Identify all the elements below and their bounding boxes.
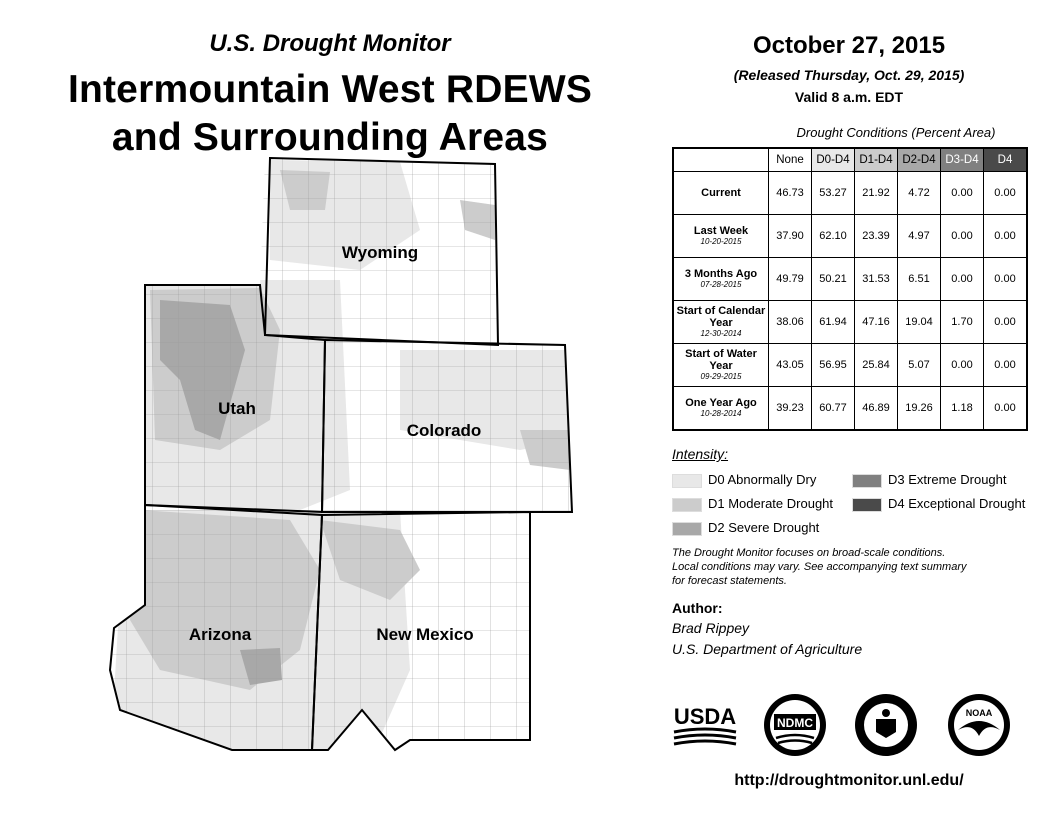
legend-swatch: [852, 498, 882, 512]
table-header-row: [673, 148, 1027, 172]
legend-item: [852, 472, 1007, 488]
legend-swatch: [672, 474, 702, 488]
state-label-wyoming: Wyoming: [341, 243, 419, 262]
value-cell: 37.90: [769, 215, 812, 258]
row-label: Start of Water Year: [685, 348, 757, 372]
legend-item: [672, 520, 819, 536]
drought-map: [100, 150, 580, 770]
value-cell: 21.92: [855, 172, 898, 215]
map-subtitle: U.S. Drought Monitor: [209, 30, 451, 57]
map-title-line1: Intermountain West RDEWS: [67, 68, 593, 111]
legend-label: D4 Exceptional Drought: [888, 496, 1026, 511]
author-name: Brad Rippey: [672, 620, 750, 636]
table-row: [673, 301, 1027, 344]
disclaimer-line: for forecast statements.: [672, 575, 787, 587]
table-row: [673, 215, 1027, 258]
value-cell: 5.07: [898, 344, 941, 387]
row-label: Current: [701, 187, 741, 199]
value-cell: 50.21: [812, 258, 855, 301]
row-date: 10-28-2014: [700, 409, 742, 418]
column-header: D4: [984, 148, 1028, 172]
row-label: Start of Calendar Year: [676, 305, 766, 329]
svg-text:NDMC: NDMC: [777, 716, 813, 730]
value-cell: 46.73: [769, 172, 812, 215]
column-header: D2-D4: [898, 148, 941, 172]
value-cell: 1.18: [941, 387, 984, 431]
legend-swatch: [672, 522, 702, 536]
column-header: D1-D4: [855, 148, 898, 172]
value-cell: 0.00: [984, 172, 1028, 215]
row-date: 07-28-2015: [700, 280, 742, 289]
legend-label: D0 Abnormally Dry: [708, 472, 817, 487]
value-cell: 53.27: [812, 172, 855, 215]
value-cell: 39.23: [769, 387, 812, 431]
value-cell: 0.00: [941, 215, 984, 258]
map-title-line2: and Surrounding Areas: [111, 116, 549, 159]
svg-text:NOAA: NOAA: [965, 708, 993, 718]
value-cell: 49.79: [769, 258, 812, 301]
value-cell: 0.00: [984, 215, 1028, 258]
value-cell: 0.00: [941, 258, 984, 301]
state-label-new-mexico: New Mexico: [376, 625, 474, 644]
disclaimer: [672, 546, 1026, 588]
value-cell: 0.00: [984, 344, 1028, 387]
value-cell: 38.06: [769, 301, 812, 344]
value-cell: 19.26: [898, 387, 941, 431]
row-date: 10-20-2015: [700, 237, 742, 246]
svg-text:USDA: USDA: [673, 704, 737, 729]
value-cell: 61.94: [812, 301, 855, 344]
ndmc-logo: [762, 692, 828, 758]
value-cell: 4.72: [898, 172, 941, 215]
legend-label: D2 Severe Drought: [708, 520, 820, 535]
value-cell: 56.95: [812, 344, 855, 387]
row-label-cell: [673, 301, 769, 344]
row-label: Last Week: [693, 225, 749, 237]
value-cell: 25.84: [855, 344, 898, 387]
legend-item: [672, 496, 833, 512]
drought-conditions-table: [672, 147, 1028, 431]
legend-item: [852, 496, 1025, 512]
row-date: 12-30-2014: [700, 329, 742, 338]
legend-label: D3 Extreme Drought: [888, 472, 1007, 487]
legend-title: Intensity:: [672, 446, 729, 462]
value-cell: 47.16: [855, 301, 898, 344]
value-cell: 1.70: [941, 301, 984, 344]
value-cell: 0.00: [941, 344, 984, 387]
value-cell: 60.77: [812, 387, 855, 431]
release-date: (Released Thursday, Oct. 29, 2015): [733, 67, 965, 83]
table-row: [673, 387, 1027, 431]
state-label-utah: Utah: [218, 399, 256, 418]
table-row: [673, 344, 1027, 387]
column-header: D3-D4: [941, 148, 984, 172]
value-cell: 0.00: [984, 387, 1028, 431]
table-caption: Drought Conditions (Percent Area): [796, 125, 996, 140]
commerce-seal-icon: [853, 692, 919, 758]
website-url[interactable]: http://droughtmonitor.unl.edu/: [734, 772, 964, 789]
row-label: 3 Months Ago: [684, 268, 758, 280]
column-header: None: [769, 148, 812, 172]
usda-logo: [672, 700, 738, 750]
table-row: [673, 172, 1027, 215]
value-cell: 0.00: [984, 258, 1028, 301]
value-cell: 43.05: [769, 344, 812, 387]
value-cell: 46.89: [855, 387, 898, 431]
value-cell: 0.00: [984, 301, 1028, 344]
legend-label: D1 Moderate Drought: [708, 496, 834, 511]
value-cell: 31.53: [855, 258, 898, 301]
disclaimer-line: The Drought Monitor focuses on broad-scale conditions.: [672, 547, 946, 559]
row-label: One Year Ago: [685, 397, 757, 409]
row-date: 09-29-2015: [700, 372, 742, 381]
row-label-cell: [673, 387, 769, 431]
legend-swatch: [672, 498, 702, 512]
state-label-colorado: Colorado: [406, 421, 482, 440]
author-label: Author:: [672, 600, 723, 616]
column-header: D0-D4: [812, 148, 855, 172]
legend-item: [672, 472, 816, 488]
disclaimer-line: Local conditions may vary. See accompanying text summary: [672, 561, 967, 573]
value-cell: 23.39: [855, 215, 898, 258]
noaa-logo: [946, 692, 1012, 758]
row-label-cell: [673, 172, 769, 215]
map-date: October 27, 2015: [752, 32, 946, 59]
value-cell: 62.10: [812, 215, 855, 258]
row-label-cell: [673, 215, 769, 258]
valid-time: Valid 8 a.m. EDT: [794, 89, 904, 105]
row-label-cell: [673, 258, 769, 301]
state-label-arizona: Arizona: [188, 625, 252, 644]
value-cell: 19.04: [898, 301, 941, 344]
value-cell: 4.97: [898, 215, 941, 258]
value-cell: 0.00: [941, 172, 984, 215]
table-corner: [673, 148, 769, 172]
row-label-cell: [673, 344, 769, 387]
author-org: U.S. Department of Agriculture: [672, 641, 863, 657]
legend-swatch: [852, 474, 882, 488]
table-row: [673, 258, 1027, 301]
value-cell: 6.51: [898, 258, 941, 301]
